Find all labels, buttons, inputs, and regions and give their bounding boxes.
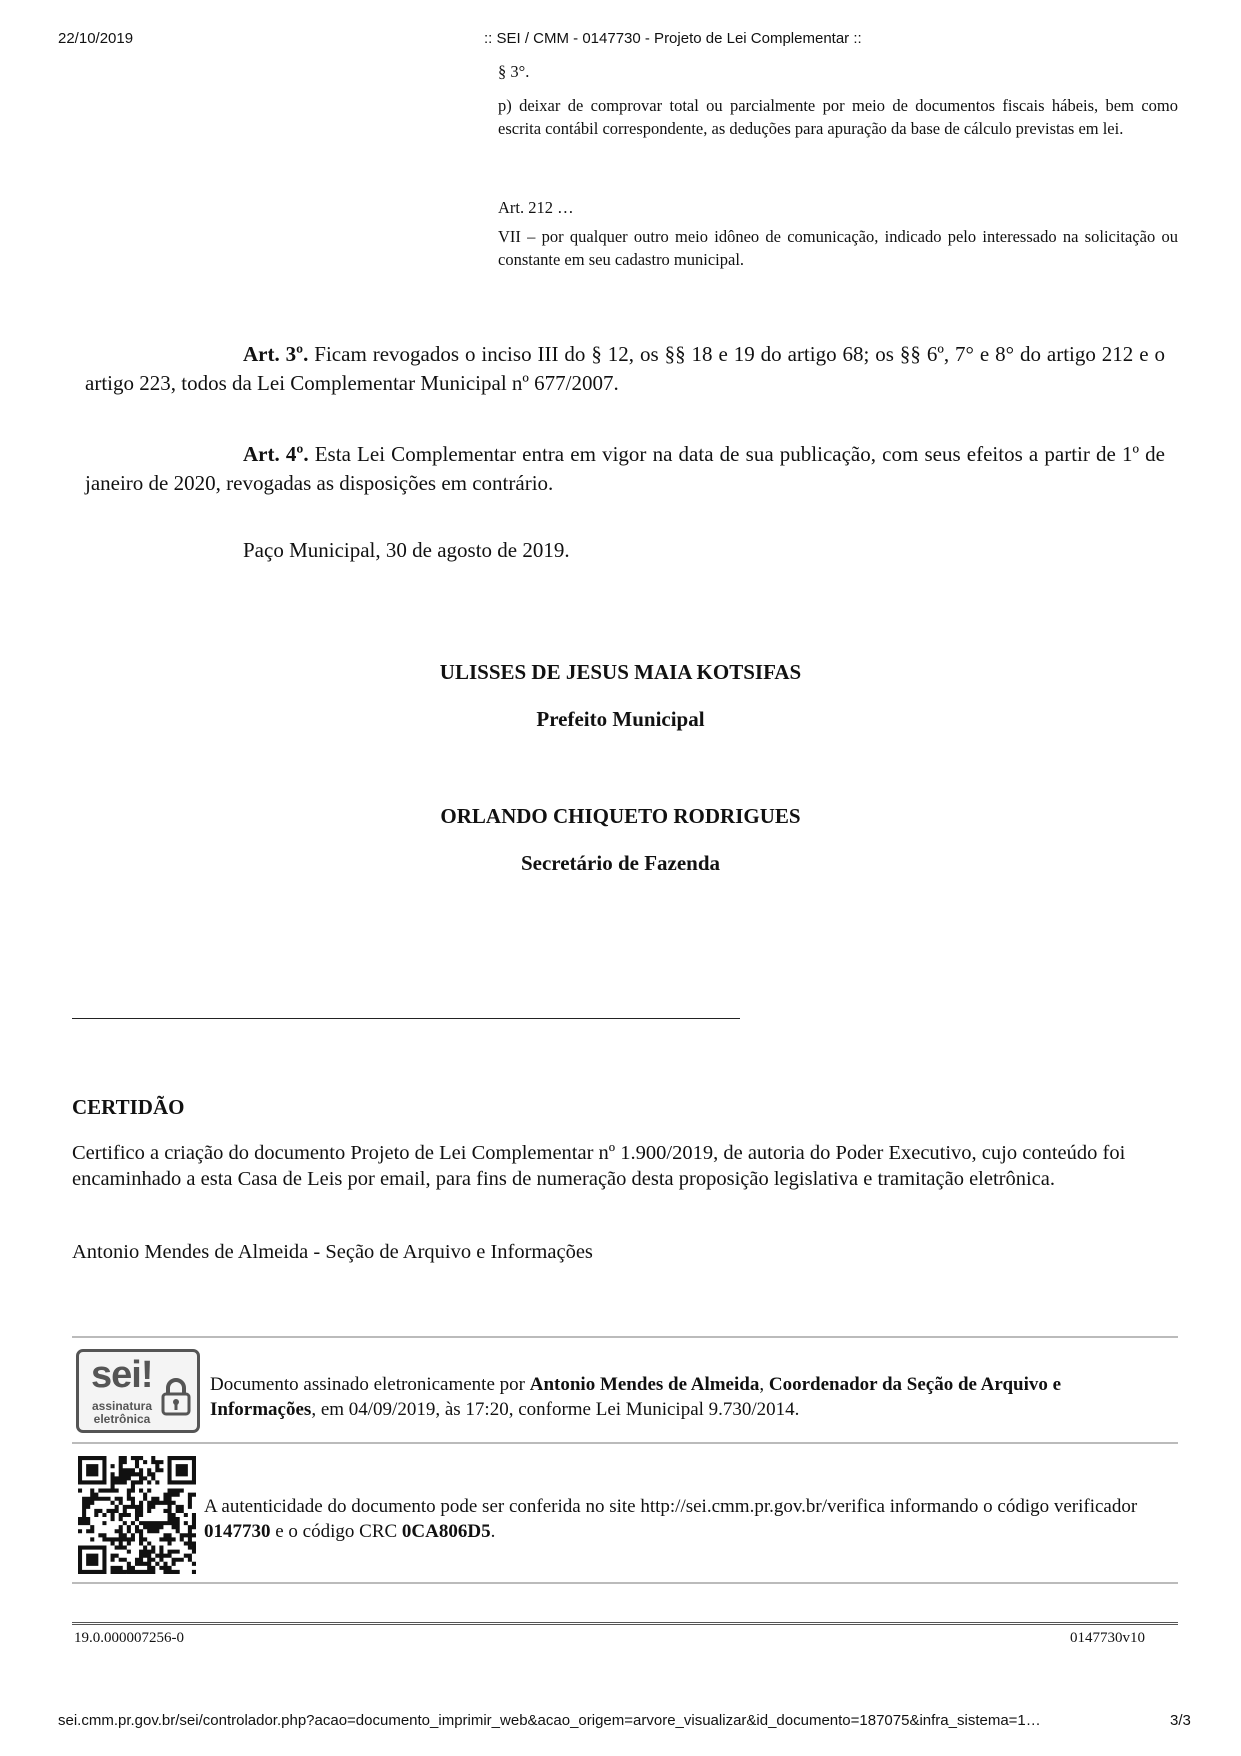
quoted-item-p: p) deixar de comprovar total ou parcialmente por meio de documentos fiscais hábeis, bem como escrita contábil correspondente, as deduções para apuração da base de cálculo previstas em lei.	[498, 96, 1178, 138]
secretary-role: Secretário de Fazenda	[520, 851, 721, 875]
sei-signature-logo	[76, 1349, 200, 1433]
print-title: :: SEI / CMM - 0147730 - Projeto de Lei Complementar ::	[484, 30, 862, 47]
authenticity-middle: e o código CRC	[270, 1521, 402, 1542]
signature-suffix: , em 04/09/2019, às 17:20, conforme Lei Municipal 9.730/2014.	[311, 1399, 800, 1420]
signer-name: Antonio Mendes de Almeida	[529, 1374, 760, 1395]
article-4	[85, 440, 1165, 498]
article-3	[85, 340, 1165, 398]
print-page-number: 3/3	[1170, 1712, 1191, 1729]
crc-code: 0CA806D5	[401, 1521, 491, 1542]
footer-double-rule	[72, 1622, 1178, 1627]
document-version: 0147730v10	[1070, 1630, 1145, 1646]
article-3-text: Ficam revogados o inciso III do § 12, os §§ 18 e 19 do artigo 68; os §§ 6º, 7° e 8° do artigo 212 e o artigo 223, todos da Lei Complementar Municipal nº 677/2007.	[85, 342, 1165, 395]
article-4-label: Art. 4º.	[243, 442, 309, 466]
place-date: Paço Municipal, 30 de agosto de 2019.	[243, 538, 570, 562]
article-3-label: Art. 3º.	[243, 342, 309, 366]
quoted-paragraph-mark: § 3°.	[498, 62, 530, 81]
secretary-name: ORLANDO CHIQUETO RODRIGUES	[440, 804, 801, 828]
authenticity-text	[204, 1494, 1164, 1544]
signer-role: Coordenador da Seção de Arquivo e Informações	[210, 1374, 1062, 1420]
certidao-title: CERTIDÃO	[72, 1095, 185, 1119]
verifier-code: 0147730	[204, 1521, 271, 1542]
mayor-name: ULISSES DE JESUS MAIA KOTSIFAS	[439, 660, 802, 684]
certidao-body: Certifico a criação do documento Projeto de Lei Complementar nº 1.900/2019, de autoria do Poder Executivo, cujo conteúdo foi encaminhado a esta Casa de Leis por email, para fins de numeração desta proposição legislativa e tramitação eletrônica.	[72, 1142, 1126, 1190]
quoted-item-vii: VII – por qualquer outro meio idôneo de comunicação, indicado pelo interessado na solicitação ou constante em seu cadastro municipal.	[498, 227, 1178, 269]
lock-icon	[161, 1378, 191, 1416]
authenticity-suffix: .	[490, 1521, 496, 1542]
process-number: 19.0.000007256-0	[74, 1630, 184, 1646]
signature-box-top-rule	[72, 1336, 1178, 1338]
electronic-signature-text	[210, 1372, 1170, 1422]
print-date: 22/10/2019	[58, 30, 134, 47]
sei-logo-subtitle: assinatura eletrônica	[91, 1399, 153, 1426]
authenticity-prefix: A autenticidade do documento pode ser conferida no site http://sei.cmm.pr.gov.br/verifica informando o código verificador	[204, 1496, 1138, 1517]
sei-logo-word: sei!	[91, 1354, 153, 1396]
signature-comma: ,	[759, 1374, 769, 1395]
qr-code-icon	[78, 1456, 196, 1574]
certidao-author: Antonio Mendes de Almeida - Seção de Arquivo e Informações	[72, 1241, 593, 1263]
signature-box-middle-rule	[72, 1442, 1178, 1444]
article-4-text: Esta Lei Complementar entra em vigor na data de sua publicação, com seus efeitos a partir de 1º de janeiro de 2020, revogadas as disposições em contrário.	[85, 442, 1165, 495]
print-url: sei.cmm.pr.gov.br/sei/controlador.php?acao=documento_imprimir_web&acao_origem=arvore_visualizar&id_documento=187075&infra_sistema=1…	[58, 1712, 1041, 1729]
mayor-role: Prefeito Municipal	[536, 707, 705, 731]
signature-box-bottom-rule	[72, 1582, 1178, 1584]
section-divider	[72, 1018, 740, 1019]
quoted-art-212: Art. 212 …	[498, 198, 574, 217]
signature-prefix: Documento assinado eletronicamente por	[210, 1374, 530, 1395]
